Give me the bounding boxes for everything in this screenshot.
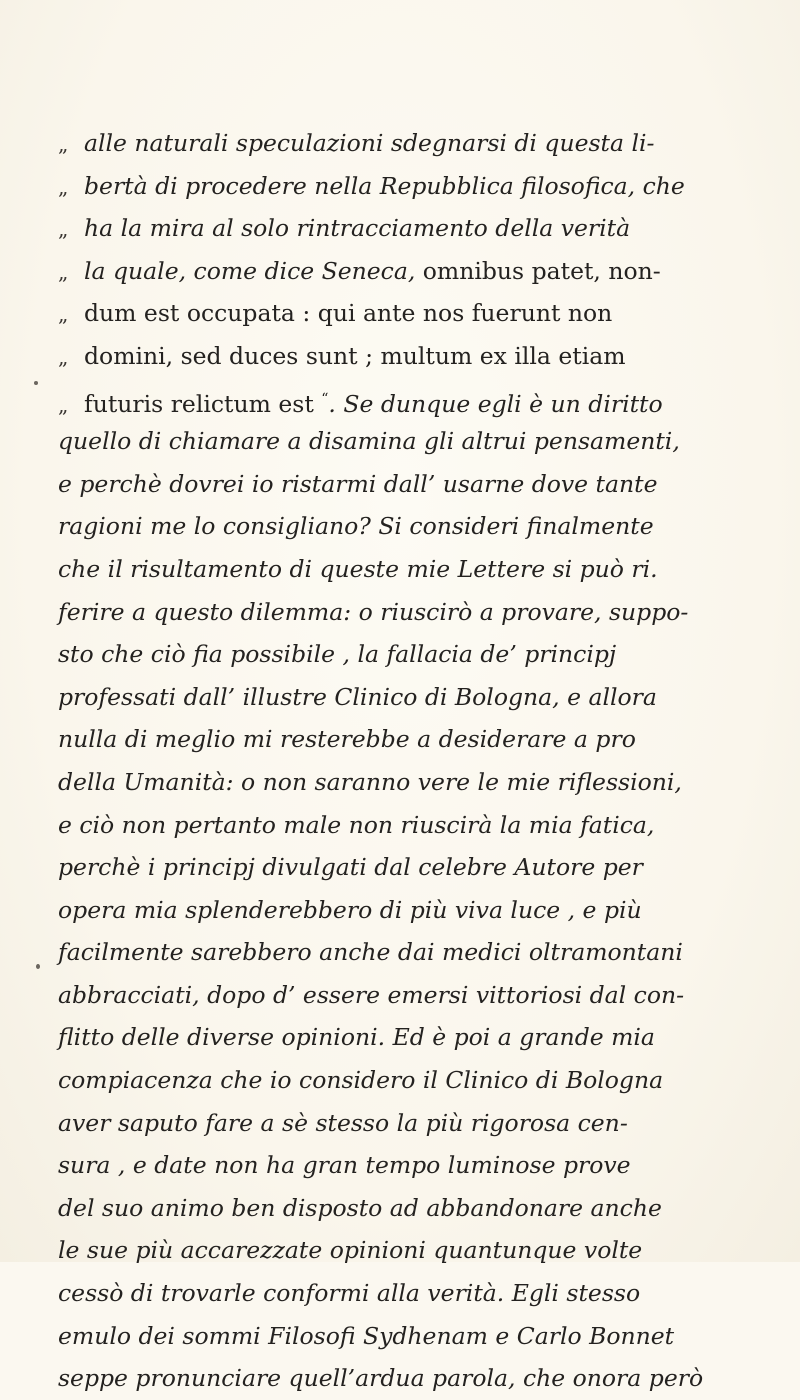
- text-segment: sura , e date non ha gran tempo luminose prove: [58, 1151, 631, 1180]
- text-line: [58, 420, 758, 463]
- text-segment: perchè i principj divulgati dal celebre Autore per: [58, 853, 643, 882]
- text-segment: la quale, come dice Seneca,: [84, 256, 423, 285]
- text-line: [58, 548, 758, 591]
- text-line: [58, 292, 758, 335]
- text-segment: della Umanità: o non saranno vere le mie riflessioni,: [58, 767, 682, 796]
- text-segment: futuris relictum est: [84, 389, 322, 418]
- text-line: [58, 931, 758, 974]
- text-line: [58, 463, 758, 506]
- text-line: [58, 1059, 758, 1102]
- text-line: [58, 676, 758, 719]
- text-segment: sto che ciò fia possibile , la fallacia de’ principj: [58, 640, 617, 669]
- text-segment: e ciò non pertanto male non riuscirà la mia fatica,: [58, 810, 655, 839]
- text-segment: ha la mira al solo rintracciamento della verità: [84, 214, 631, 243]
- text-line: [58, 591, 758, 634]
- text-line: [58, 1016, 758, 1059]
- text-segment: dum est occupata : qui ante nos fuerunt non: [84, 299, 613, 328]
- text-segment: abbracciati, dopo d’ essere emersi vittoriosi dal con-: [58, 980, 685, 1009]
- quote-mark: „: [58, 217, 69, 242]
- text-line: [58, 122, 758, 165]
- text-segment: le sue più accarezzate opinioni quantunque volte: [58, 1236, 643, 1265]
- text-segment: quello di chiamare a disamina gli altrui pensamenti,: [58, 427, 680, 456]
- text-segment: seppe pronunciare quell’ardua parola, che onora però: [58, 1364, 704, 1393]
- text-line: [58, 250, 758, 293]
- margin-mark: [34, 381, 38, 385]
- margin-mark: [36, 964, 40, 969]
- text-segment: “: [321, 390, 329, 407]
- quote-mark: „: [58, 302, 69, 327]
- text-line: [58, 846, 758, 889]
- text-segment: opera mia splenderebbero di più viva luce , e più: [58, 895, 642, 924]
- text-segment: e perchè dovrei io ristarmi dall’ usarne dove tante: [58, 469, 658, 498]
- quote-mark: „: [58, 132, 69, 156]
- text-segment: ragioni me lo consigliano? Si consideri finalmente: [58, 512, 654, 541]
- text-line: [58, 974, 758, 1017]
- text-line: [58, 718, 758, 761]
- quote-mark: „: [58, 259, 69, 284]
- text-segment: ferire a questo dilemma: o riuscirò a provare, suppo-: [58, 597, 689, 626]
- text-segment: aver saputo fare a sè stesso la più rigorosa cen-: [58, 1108, 628, 1137]
- text-line: [58, 1357, 758, 1400]
- quote-mark: „: [58, 344, 69, 369]
- text-line: [58, 165, 758, 208]
- text-segment: compiacenza che io considero il Clinico di Bologna: [58, 1066, 664, 1095]
- quote-mark: „: [58, 392, 69, 417]
- quote-mark: „: [58, 174, 69, 199]
- text-line: [58, 761, 758, 804]
- text-line: [58, 889, 758, 932]
- text-segment: bertà di procedere nella Repubblica filosofica, che: [84, 171, 685, 200]
- text-line: [58, 1229, 758, 1272]
- text-segment: omnibus patet, non-: [422, 256, 661, 285]
- text-segment: del suo animo ben disposto ad abbandonare anche: [58, 1193, 662, 1222]
- text-line: [58, 505, 758, 548]
- text-line: [58, 1315, 758, 1358]
- text-line: [58, 1272, 758, 1315]
- text-segment: nulla di meglio mi resterebbe a desiderare a pro: [58, 725, 636, 754]
- text-segment: facilmente sarebbero anche dai medici oltramontani: [58, 938, 683, 967]
- text-line: [58, 804, 758, 847]
- text-line: [58, 1102, 758, 1145]
- text-segment: domini, sed duces sunt ; multum ex illa etiam: [84, 341, 626, 370]
- text-line: [58, 207, 758, 250]
- text-segment: che il risultamento di queste mie Lettere si può ri.: [58, 554, 658, 583]
- text-segment: . Se dunque egli è un diritto: [328, 389, 663, 418]
- text-line: [58, 335, 758, 378]
- text-segment: professati dall’ illustre Clinico di Bologna, e allora: [58, 682, 657, 711]
- text-line: [58, 1187, 758, 1230]
- text-line: [58, 633, 758, 676]
- page-text: [58, 122, 758, 1400]
- text-line: [58, 1144, 758, 1187]
- text-segment: cessò di trovarle conformi alla verità. Egli stesso: [58, 1279, 641, 1308]
- text-segment: emulo dei sommi Filosofi Sydhenam e Carlo Bonnet: [58, 1321, 675, 1350]
- text-line: [58, 378, 758, 421]
- text-segment: alle naturali speculazioni sdegnarsi di questa li-: [84, 129, 655, 157]
- text-segment: flitto delle diverse opinioni. Ed è poi a grande mia: [58, 1023, 655, 1052]
